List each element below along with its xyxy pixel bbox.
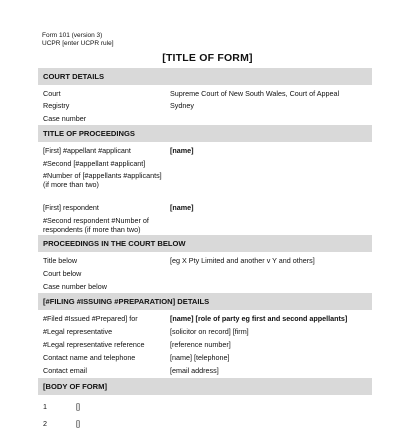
- form-title: [TITLE OF FORM]: [162, 52, 253, 64]
- legal-representative-label: #Legal representative: [43, 327, 113, 336]
- email-value: [email address]: [170, 366, 219, 375]
- legal-reference-label: #Legal representative reference: [43, 340, 145, 349]
- first-appellant-label: [First] #appellant #applicant: [43, 146, 131, 155]
- first-respondent-label: [First] respondent: [43, 203, 99, 212]
- body-item-text: []: [76, 402, 80, 411]
- registry-label: Registry: [43, 101, 70, 110]
- section-court-details: COURT DETAILS: [38, 68, 372, 85]
- number-appellants-label: #Number of [#appellants #applicants] (if more than two): [43, 171, 162, 189]
- first-respondent-value: [name]: [170, 203, 194, 212]
- filed-for-value: [name] [role of party eg first and second appellants]: [170, 314, 348, 323]
- title-below-value: [eg X Pty Limited and another v Y and others]: [170, 256, 315, 265]
- section-body-of-form: [BODY OF FORM]: [38, 378, 372, 395]
- second-appellant-label: #Second [#appellant #applicant]: [43, 159, 146, 168]
- section-court-below: PROCEEDINGS IN THE COURT BELOW: [38, 235, 372, 252]
- body-item-text: []: [76, 419, 80, 428]
- contact-value: [name] [telephone]: [170, 353, 230, 362]
- body-item-number: 2: [43, 419, 47, 428]
- form-meta: [42, 32, 114, 48]
- filed-for-label: #Filed #Issued #Prepared] for: [43, 314, 138, 323]
- contact-label: Contact name and telephone: [43, 353, 136, 362]
- email-label: Contact email: [43, 366, 87, 375]
- section-filing-details: [#FILING #ISSUING #PREPARATION] DETAILS: [38, 293, 372, 310]
- section-title-of-proceedings: TITLE OF PROCEEDINGS: [38, 125, 372, 142]
- court-value: Supreme Court of New South Wales, Court of Appeal: [170, 89, 340, 98]
- legal-representative-value: [solicitor on record] [firm]: [170, 327, 249, 336]
- form-number: Form 101 (version 3): [42, 32, 103, 39]
- second-respondent-label: #Second respondent #Number of respondents (if more than two): [43, 216, 149, 234]
- title-below-label: Title below: [43, 256, 78, 265]
- body-item-number: 1: [43, 402, 47, 411]
- court-below-label: Court below: [43, 269, 82, 278]
- ucpr-rule: UCPR [enter UCPR rule]: [42, 40, 114, 47]
- registry-value: Sydney: [170, 101, 194, 110]
- first-appellant-value: [name]: [170, 146, 194, 155]
- court-label: Court: [43, 89, 61, 98]
- case-number-label: Case number: [43, 114, 87, 123]
- case-number-below-label: Case number below: [43, 282, 107, 291]
- legal-reference-value: [reference number]: [170, 340, 231, 349]
